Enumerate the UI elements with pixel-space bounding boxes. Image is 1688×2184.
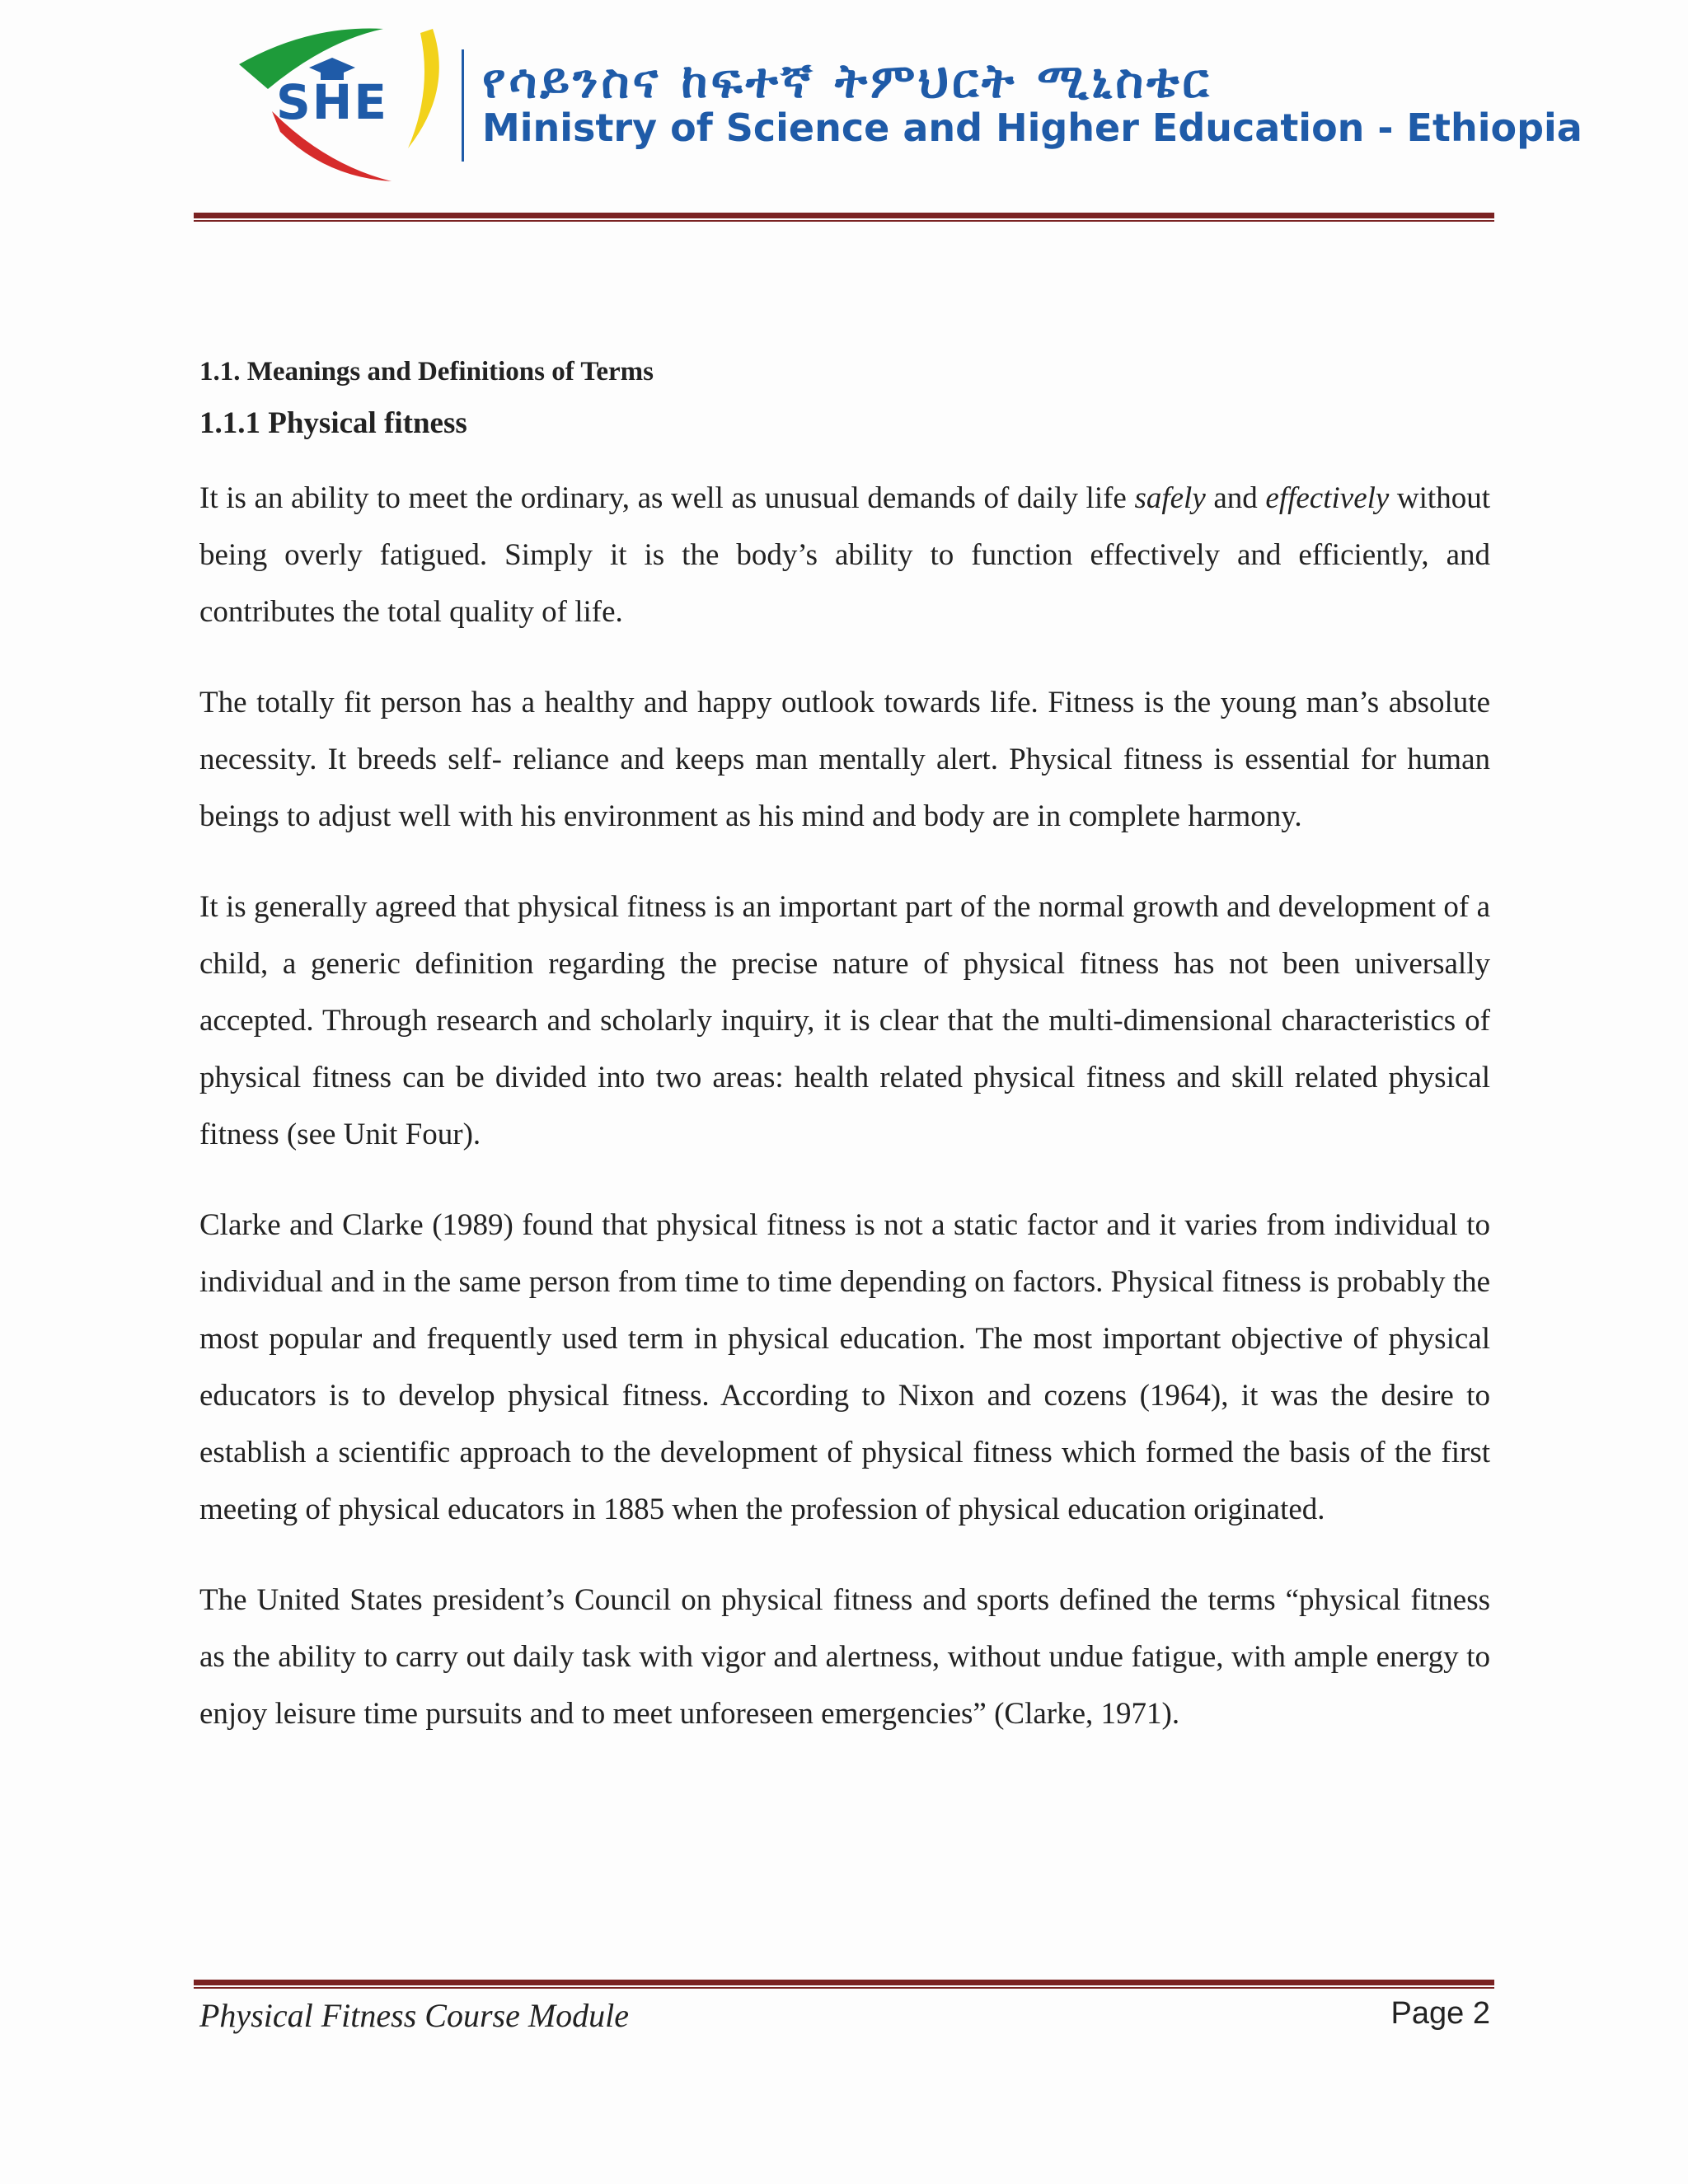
paragraph-3: It is generally agreed that physical fitness is an important part of the normal growth and development of a child, a generic definition regarding the precise nature of physical fitness has not been universally accepted. Through research and scholarly inquiry, it is clear that the multi-dimensional characteristics of physical fitness can be divided into two areas: health related physical fitness and skill related physical fitness (see Unit Four). [199, 890, 1490, 1151]
emphasis-safely: safely [1134, 481, 1206, 515]
header-divider [462, 49, 464, 162]
subsection-heading: 1.1.1 Physical fitness [199, 406, 467, 440]
footer-module-title: Physical Fitness Course Module [199, 1997, 630, 2034]
logo-text: SHE [276, 74, 388, 130]
ministry-title-amharic: የሳይንስና ከፍተኛ ትምህርት ሚኒስቴር [482, 53, 1212, 109]
ministry-title-english: Ministry of Science and Higher Education - Ethiopia [482, 105, 1582, 150]
ministry-logo [235, 25, 474, 181]
paragraph-4: Clarke and Clarke (1989) found that physical fitness is not a static factor and it varies from individual to individual and in the same person from time to time depending on factors. Physical fitness is probably the most popular and frequently used term in physical education. The most important objective of physical educators is to develop physical fitness. According to Nixon and cozens (1964), it was the desire to establish a scientific approach to the development of physical fitness which formed the basis of the first meeting of physical educators in 1885 when the profession of physical education originated. [199, 1208, 1491, 1526]
main-content [199, 354, 1490, 1776]
paragraph-5: The United States president’s Council on physical fitness and sports defined the terms “physical fitness as the ability to carry out daily task with vigor and alertness, without undue fatigue, with ample energy to enjoy leisure time pursuits and to meet unforeseen emergencies” (Clarke, 1971). [199, 1583, 1490, 1731]
emphasis-effectively: effectively [1265, 481, 1390, 515]
page-number: Page 2 [1390, 1996, 1490, 2031]
paragraph-2: The totally fit person has a healthy and happy outlook towards life. Fitness is the young man’s absolute necessity. It breeds self- reliance and keeps man mentally alert. Physical fitness is essential for human beings to adjust well with his environment as his mind and body are in complete harmony. [199, 686, 1490, 833]
paragraph-1: It is an ability to meet the ordinary, as well as unusual demands of daily life safely and effectively without being overly fatigued. Simply it is the body’s ability to function effectively and efficiently, and contributes the total quality of life. [199, 481, 1490, 629]
section-heading: 1.1. Meanings and Definitions of Terms [199, 357, 654, 387]
footer-rule [194, 1980, 1494, 1990]
header-rule [194, 213, 1494, 223]
